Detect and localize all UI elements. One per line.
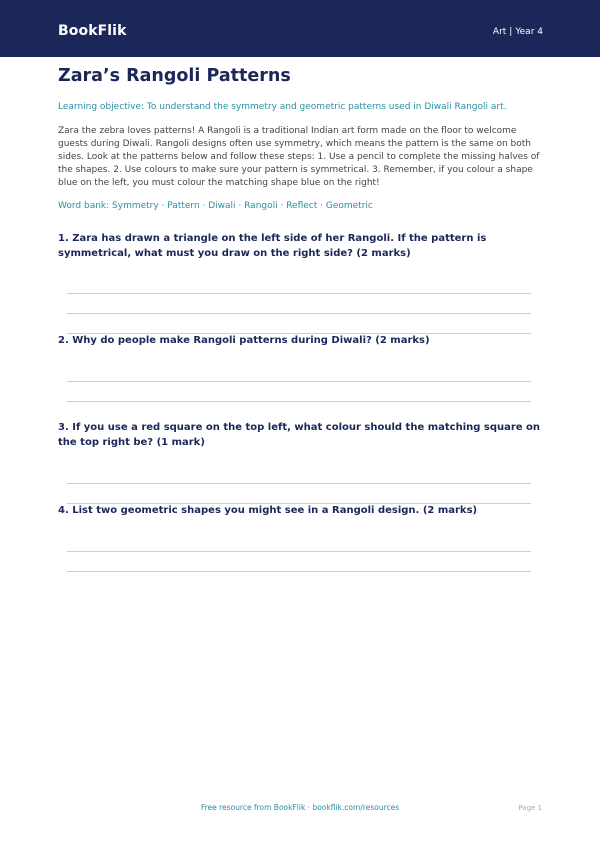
page-header <box>0 0 600 57</box>
brand-logo[interactable]: BookFlik <box>58 23 127 39</box>
answer-line[interactable] <box>67 401 531 402</box>
answer-line[interactable] <box>67 293 531 294</box>
subject-year-label <box>493 27 543 37</box>
answer-line[interactable] <box>67 381 531 382</box>
question-3: 3. If you use a red square on the top left, what colour should the matching square on the top right be? (1 mark) <box>58 422 541 448</box>
page-number: Page 1 <box>518 804 542 812</box>
answer-line[interactable] <box>67 483 531 484</box>
word-bank: Word bank: Symmetry · Pattern · Diwali · Rangoli · Reflect · Geometric <box>58 201 373 211</box>
separator: | <box>509 27 513 37</box>
question-4: 4. List two geometric shapes you might see in a Rangoli design. (2 marks) <box>58 505 478 516</box>
page-title: Zara’s Rangoli Patterns <box>58 66 291 86</box>
learning-objective: Learning objective: To understand the symmetry and geometric patterns used in Diwali Rangoli art. <box>58 102 507 112</box>
footer-link[interactable]: Free resource from BookFlik · bookflik.com/resources <box>200 803 400 812</box>
question-2: 2. Why do people make Rangoli patterns during Diwali? (2 marks) <box>58 335 430 346</box>
answer-line[interactable] <box>67 313 531 314</box>
question-1: 1. Zara has drawn a triangle on the left side of her Rangoli. If the pattern is symmetrical, what must you draw on the right side? (2 marks) <box>58 233 487 259</box>
intro-paragraph: Zara the zebra loves patterns! A Rangoli is a traditional Indian art form made on the floor to welcome guests during Diwali. Rangoli designs often use symmetry, which means the pattern is the same on both sides. Look at the patterns below and follow these steps: 1. Use a pencil to complete the missing halves of the shapes. 2. Use colours to make sure your pattern is symmetrical. 3. Remember, if you colour a shape blue on the left, you must colour the matching shape blue on the right! <box>58 126 540 188</box>
answer-line[interactable] <box>67 571 531 572</box>
subject-label: Art <box>492 27 507 37</box>
answer-line[interactable] <box>67 551 531 552</box>
year-label: Year 4 <box>515 27 543 37</box>
